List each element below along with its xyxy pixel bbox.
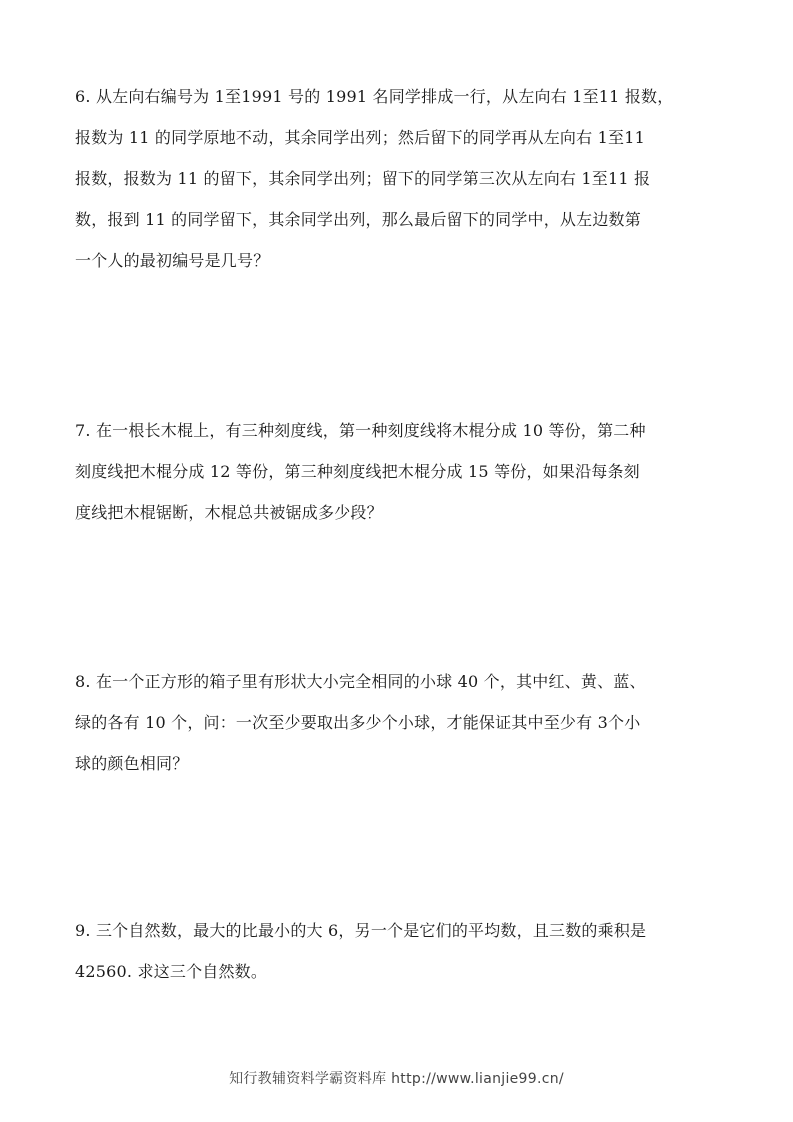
problem-7-line-3: 度线把木棍锯断，木棍总共被锯成多少段？ — [75, 503, 383, 522]
problem-8-line-3: 球的颜色相同？ — [75, 754, 189, 773]
problem-8-line-2: 绿的各有 10 个，问：一次至少要取出多少个小球，才能保证其中至少有 3个小 — [75, 713, 641, 732]
problem-9 — [75, 910, 725, 992]
problem-7-line-2: 刻度线把木棍分成 12 等份，第三种刻度线把木棍分成 15 等份，如果沿每条刻 — [75, 462, 640, 481]
problem-6-line-3: 报数，报数为 11 的留下，其余同学出列；留下的同学第三次从左向右 1至11 报 — [75, 169, 651, 188]
problem-6-line-1: 6. 从左向右编号为 1至1991 号的 1991 名同学排成一行，从左向右 1至11 报数， — [75, 87, 674, 106]
problem-8 — [75, 661, 725, 784]
problem-9-line-1: 9. 三个自然数，最大的比最小的大 6，另一个是它们的平均数，且三数的乘积是 — [75, 921, 647, 940]
problem-6-line-5: 一个人的最初编号是几号？ — [75, 251, 270, 270]
problem-9-line-2: 42560. 求这三个自然数。 — [75, 962, 268, 981]
problem-6-line-2: 报数为 11 的同学原地不动，其余同学出列；然后留下的同学再从左向右 1至11 — [75, 128, 645, 147]
problem-6-line-4: 数，报到 11 的同学留下，其余同学出列，那么最后留下的同学中，从左边数第 — [75, 210, 641, 229]
problem-7-line-1: 7. 在一根长木棍上，有三种刻度线，第一种刻度线将木棍分成 10 等份，第二种 — [75, 421, 646, 440]
problem-7 — [75, 410, 725, 533]
page-footer: 知行教辅资料学霸资料库 http://www.lianjie99.cn/ — [229, 1071, 564, 1087]
problem-6 — [75, 76, 725, 281]
problem-8-line-1: 8. 在一个正方形的箱子里有形状大小完全相同的小球 40 个，其中红、黄、蓝、 — [75, 672, 646, 691]
